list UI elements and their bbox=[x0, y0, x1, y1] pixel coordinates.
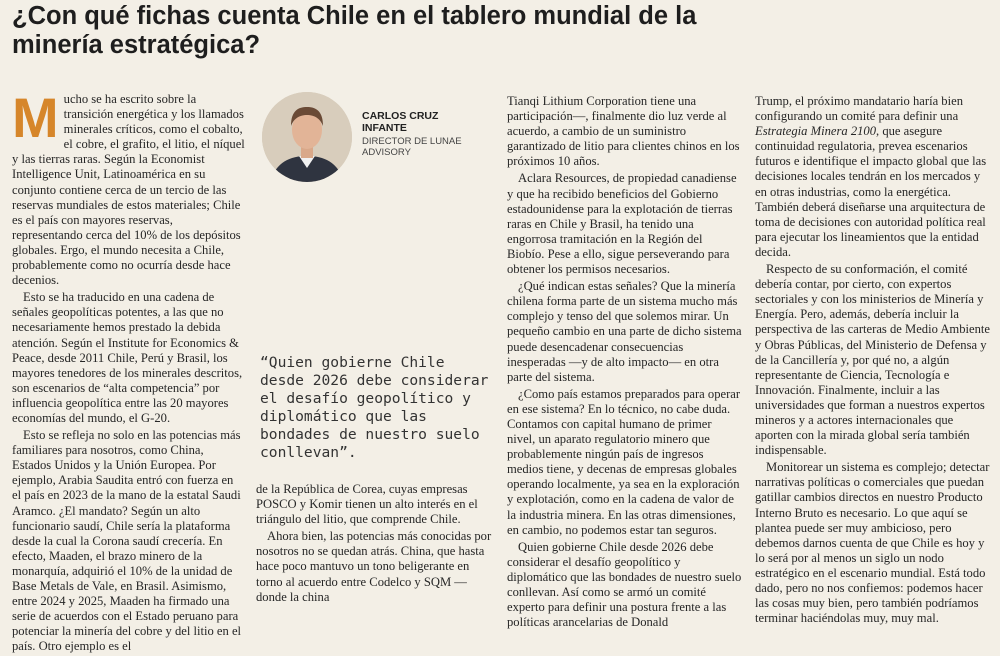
strategy-name: Estrategia Minera 2100 bbox=[755, 124, 877, 139]
paragraph bbox=[755, 94, 991, 260]
paragraph: Monitorear un sistema es complejo; detectar narrativas políticas o comerciales que puedan gatillar cambios directos en nuestro Producto Interno Bruto es necesario. Lo que aquí se plantea puede ser muy ambicioso, pero debemos darnos cuenta de que Chile es hoy y lo será por al menos un siglo un nodo estratégico en el escenario mundial. Está todo dado, pero no nos confiemos: podemos hacer las cosas muy bien, pero también podríamos terminar haciéndolas muy, muy mal. bbox=[755, 460, 990, 626]
paragraph: Respecto de su conformación, el comité debería contar, por cierto, con expertos sectoriales y con los ministerios de Minería y Energía. Pero, además, debería incluir la perspectiva de las carteras de Medio Ambiente y Obras Públicas, del Ministerio de Defensa y de la Cancillería y, por qué no, a algún representante de Ciencia, Tecnología e Innovación. Finalmente, incluir a las universidades que forman a nuestros expertos mineros y a actores internacionales que aporten con la mirada global sería también indispensable. bbox=[755, 262, 990, 458]
article-column-1 bbox=[12, 86, 245, 656]
author-portrait-image bbox=[262, 92, 352, 182]
paragraph: Aclara Resources, de propiedad canadiense y que ha recibido beneficios del Gobierno estadounidense para la explotación de tierras raras en Chile y Brasil, ha tenido una engorrosa tramitación en la Región del Biobío. Pese a ello, sigue perseverando para obtener los permisos necesarios. bbox=[507, 171, 737, 277]
article-headline: ¿Con qué fichas cuenta Chile en el tablero mundial de la minería estratégica? bbox=[12, 2, 697, 59]
paragraph: ¿Como país estamos preparados para operar en ese sistema? En lo técnico, no cabe duda. Contamos con capital humano de primer nivel, un aparato regulatorio minero que probablemente ningún país de ingresos medios tiene, y decenas de empresas globales operando localmente, ya sea en la exploración y explotación, como en la cadena de valor de la industria minera. En las otras dimensiones, en cambio, no podemos estar tan seguros. bbox=[507, 386, 741, 537]
author-photo bbox=[262, 92, 352, 182]
paragraph: Esto se refleja no solo en las potencias más familiares para nosotros, como China, Estados Unidos y la Unión Europea. Por ejemplo, Arabia Saudita entró con fuerza en el país en 2023 de la mano de la estatal Saudi Aramco. ¿El mandato? Según un alto funcionario saudí, Chile sería la plataforma desde la cual la Corona saudí crecería. En efecto, Maaden, el brazo minero de la monarquía, adquirió el 10% de la unidad de Base Metals de Vale, en Brasil. Asimismo, entre 2024 y 2025, Maaden ha firmado una serie de acuerdos con el Estado peruano para potenciar la minería del cobre y del litio en el país. Otro ejemplo es el bbox=[12, 428, 242, 654]
paragraph-text: , que asegure continuidad regulatoria, prevea escenarios futuros e identifique el impacto global que las decisiones locales tendrán en los mercados y en otras industrias, como la energética. También deberá diseñarse una arquitectura de toma de decisiones con autoridad política real para ejecutar los lineamientos que la entidad decida. bbox=[755, 124, 987, 259]
pull-quote: “Quien gobierne Chile desde 2026 debe considerar el desafío geopolítico y diplomático que las bondades de nuestro suelo conllevan”. bbox=[260, 354, 489, 461]
author-role: DIRECTOR DE LUNAE ADVISORY bbox=[362, 136, 462, 158]
paragraph: Tianqi Lithium Corporation tiene una participación—, finalmente dio luz verde al acuerdo, a cambio de un suministro garantizado de litio para clientes chinos en los próximos 10 años. bbox=[507, 94, 740, 169]
article-column-3 bbox=[507, 94, 743, 632]
article-column-2 bbox=[256, 482, 493, 607]
paragraph: Esto se ha traducido en una cadena de señales geopolíticas potentes, a las que no necesariamente hemos prestado la debida atención. Según el Institute for Economics & Peace, desde 2011 Chile, Perú y Brasil, los mayores tenedores de los minerales descritos, son escenarios de “alta competencia” por influencia geopolítica entre las 20 mayores economías del mundo, el G-20. bbox=[12, 290, 243, 425]
paragraph-text: Trump, el próximo mandatario haría bien configurando un comité para definir una bbox=[755, 94, 963, 124]
article-column-4 bbox=[755, 94, 991, 628]
author-byline bbox=[362, 110, 482, 158]
paragraph: ¿Qué indican estas señales? Que la minería chilena forma parte de un sistema mucho más complejo y tenso del que solemos mirar. Un pequeño cambio en una parte de dicho sistema puede desencadenar consecuencias inesperadas —y de alto impacto— en otra parte del sistema. bbox=[507, 279, 742, 384]
paragraph: de la República de Corea, cuyas empresas POSCO y Komir tienen un alto interés en el triángulo del litio, que comprende Chile. bbox=[256, 482, 478, 527]
paragraph bbox=[12, 86, 245, 288]
paragraph: Ahora bien, las potencias más conocidas por nosotros no se quedan atrás. China, que hasta hace poco mantuvo un tono beligerante en torno al acuerdo entre Codelco y SQM —donde la china bbox=[256, 529, 492, 604]
paragraph: Quien gobierne Chile desde 2026 debe considerar el desafío geopolítico y diplomático que las bondades de nuestro suelo conllevan. Así como se armó un comité experto para definir una postura frente a las políticas arancelarias de Donald bbox=[507, 539, 742, 630]
drop-cap: M bbox=[12, 86, 59, 149]
author-name: CARLOS CRUZ INFANTE bbox=[362, 110, 439, 134]
paragraph-text: ucho se ha escrito sobre la transición energética y los llamados minerales críticos, como el cobalto, el cobre, el grafito, el litio, el níquel y las tierras raras. Según la Economist Intelligence Unit, Latinoamérica en su conjunto contiene cerca de un tercio de las reservas mundiales de estos materiales; Chile es el país con mayores reservas, representando cerca del 10% de los depósitos globales. Ergo, el mundo necesita a Chile, probablemente como no ocurría desde hace decenios. bbox=[12, 92, 245, 288]
